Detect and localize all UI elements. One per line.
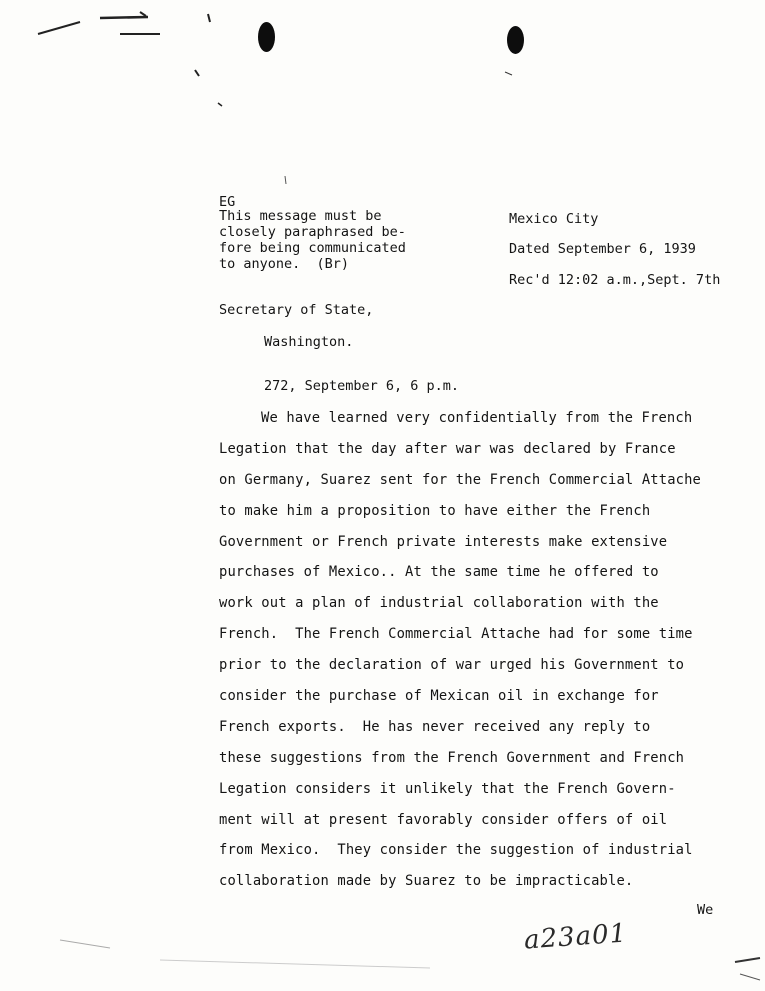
paraphrase-notice-line: closely paraphrased be- (219, 224, 406, 240)
paraphrase-notice-line: fore being communicated (219, 240, 406, 256)
body-line: from Mexico. They consider the suggestion of industrial (219, 842, 693, 859)
body-line: consider the purchase of Mexican oil in exchange for (219, 688, 659, 705)
body-line: work out a plan of industrial collaboration with the (219, 595, 659, 612)
body-line: French. The French Commercial Attache had for some time (219, 626, 693, 643)
catchword: We (697, 902, 714, 918)
body-line: on Germany, Suarez sent for the French Commercial Attache (219, 471, 702, 488)
addressee-city: Washington. (264, 334, 354, 350)
routing-code: EG (219, 194, 236, 210)
paraphrase-notice-line: This message must be (219, 208, 382, 224)
body-line: Legation that the day after war was declared by France (219, 440, 676, 457)
body-line: purchases of Mexico.. At the same time he offered to (219, 564, 659, 581)
date-sent: Dated September 6, 1939 (509, 241, 696, 257)
body-line: prior to the declaration of war urged his Government to (219, 657, 685, 674)
body-line: Government or French private interests make extensive (219, 533, 668, 550)
paraphrase-notice-line: to anyone. (Br) (219, 256, 350, 272)
body-line: Legation considers it unlikely that the French Govern- (219, 780, 676, 797)
body-line: French exports. He has never received any reply to (219, 718, 651, 735)
message-reference: 272, September 6, 6 p.m. (264, 378, 460, 394)
body-line: collaboration made by Suarez to be impracticable. (219, 873, 634, 890)
body-line: We have learned very confidentially from the French (261, 410, 693, 426)
message-body (219, 408, 701, 902)
body-line: these suggestions from the French Government and French (219, 749, 685, 766)
body-line: ment will at present favorably consider offers of oil (219, 811, 668, 828)
handwritten-archive-number: a23a01 (523, 918, 629, 956)
origin-city: Mexico City (509, 211, 599, 227)
body-line: to make him a proposition to have either the French (219, 502, 651, 519)
date-received: Rec'd 12:02 a.m.,Sept. 7th (509, 272, 721, 288)
addressee-title: Secretary of State, (219, 302, 374, 318)
